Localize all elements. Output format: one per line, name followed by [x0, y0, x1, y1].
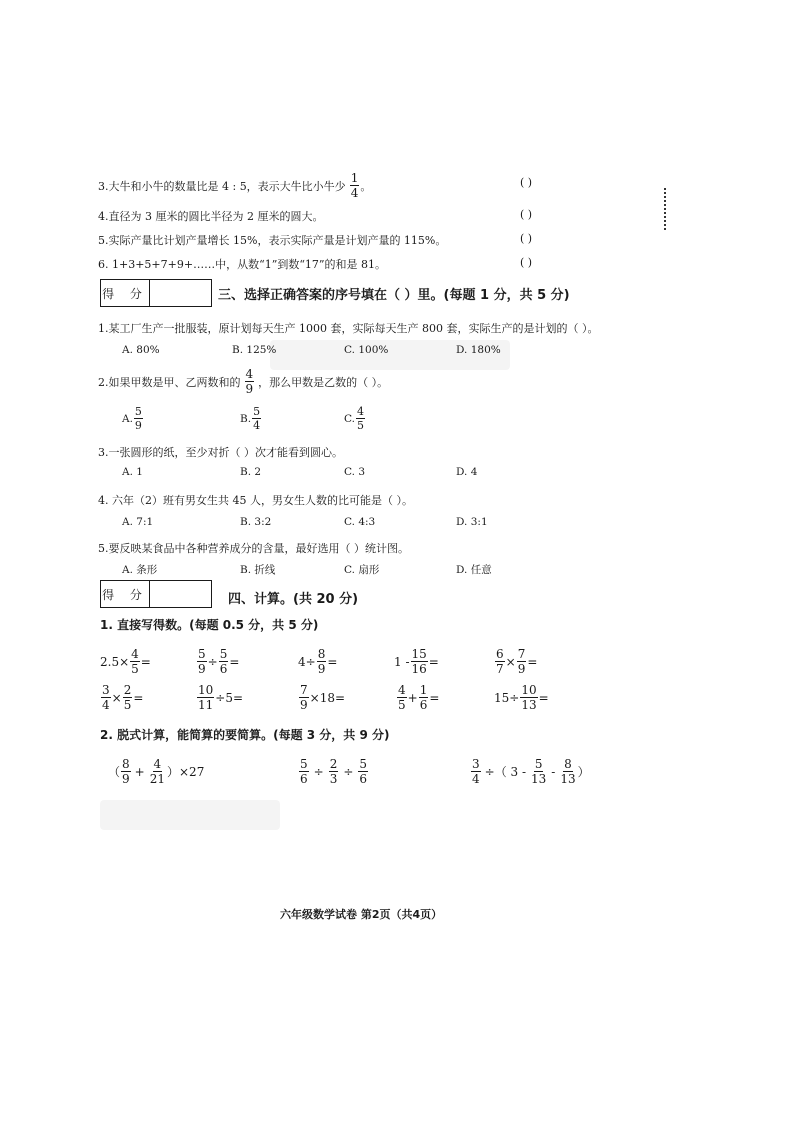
fraction: $\frac{4}{9}$: [245, 367, 254, 396]
margin-dotted-line: [664, 188, 667, 230]
calc-item[interactable]: 15÷ $\frac{10}{13}$ =: [494, 683, 549, 712]
option-b[interactable]: B. 125%: [232, 344, 277, 356]
answer-paren[interactable]: ( ): [520, 232, 533, 245]
option-a[interactable]: A. 80%: [122, 344, 160, 356]
option-a[interactable]: A. $\frac{5}{9}$: [122, 405, 142, 432]
score-label: 得 分: [101, 581, 150, 607]
calc-item[interactable]: 2.5× $\frac{4}{5}$ =: [100, 647, 151, 676]
option-a[interactable]: A. 7:1: [122, 516, 154, 528]
option-d[interactable]: D. 3:1: [456, 516, 488, 528]
calc-item[interactable]: $\frac{3}{4}$ × $\frac{2}{5}$ =: [102, 683, 144, 712]
judge-item-4: 4.直径为 3 厘米的圆比半径为 2 厘米的圆大。: [98, 210, 324, 223]
choice-q2: 2.如果甲数是甲、乙两数和的 $\frac{4}{9}$ ，那么甲数是乙数的（ ）。: [98, 367, 389, 396]
option-c[interactable]: C. 扇形: [344, 564, 380, 576]
option-d[interactable]: D. 任意: [456, 564, 492, 576]
answer-paren[interactable]: ( ): [520, 176, 533, 189]
score-box: [100, 580, 212, 608]
choice-q3: 3.一张圆形的纸，至少对折（ ）次才能看到圆心。: [98, 446, 343, 459]
score-field[interactable]: [150, 581, 211, 607]
option-a[interactable]: A. 条形: [122, 564, 158, 576]
section-3-title: 三、选择正确答案的序号填在（ ）里。(每题 1 分，共 5 分): [218, 288, 570, 303]
calc-item[interactable]: $\frac{4}{5}$ + $\frac{1}{6}$ =: [398, 683, 440, 712]
fraction: $\frac{1}{4}$: [350, 171, 359, 200]
option-c[interactable]: C. 4:3: [344, 516, 376, 528]
option-d[interactable]: D. 180%: [456, 344, 501, 356]
scan-noise: [100, 800, 280, 830]
option-c[interactable]: C. $\frac{4}{5}$: [344, 405, 364, 432]
answer-paren[interactable]: ( ): [520, 256, 533, 269]
score-field[interactable]: [150, 280, 211, 306]
calc-item[interactable]: $\frac{6}{7}$ × $\frac{7}{9}$ =: [496, 647, 538, 676]
judge-item-3: 3.大牛和小牛的数量比是 4 : 5，表示大牛比小牛少 $\frac{1}{4}$ 。: [98, 171, 372, 200]
choice-q1: 1.某工厂生产一批服装，原计划每天生产 1000 套，实际每天生产 800 套，实际生产的是计划的（ ）。: [98, 322, 599, 335]
answer-paren[interactable]: ( ): [520, 208, 533, 221]
judge-item-6: 6. 1+3+5+7+9+……中，从数“1”到数“17”的和是 81。: [98, 258, 387, 271]
subsection-2-title: 2. 脱式计算，能简算的要简算。(每题 3 分，共 9 分): [100, 728, 390, 742]
section-4-title: 四、计算。(共 20 分): [228, 592, 359, 607]
calc-item[interactable]: $\frac{10}{11}$ ÷5=: [198, 683, 244, 712]
calc-item[interactable]: 4÷ $\frac{8}{9}$ =: [298, 647, 338, 676]
judge-item-5: 5.实际产量比计划产量增长 15%，表示实际产量是计划产量的 115%。: [98, 234, 447, 247]
choice-q4: 4. 六年（2）班有男女生共 45 人，男女生人数的比可能是（ ）。: [98, 494, 413, 507]
expression-2[interactable]: $\frac{5}{6}$ ÷ $\frac{2}{3}$ ÷ $\frac{5}{6}$: [300, 757, 368, 786]
option-b[interactable]: B. 3:2: [240, 516, 272, 528]
expression-1[interactable]: （ $\frac{8}{9}$ + $\frac{4}{21}$ ）×27: [108, 757, 205, 786]
option-c[interactable]: C. 3: [344, 466, 366, 478]
page-footer: 六年级数学试卷 第2页（共4页）: [280, 908, 443, 921]
option-c[interactable]: C. 100%: [344, 344, 389, 356]
score-label: 得 分: [101, 280, 150, 306]
option-a[interactable]: A. 1: [122, 466, 143, 478]
calc-item[interactable]: $\frac{5}{9}$ ÷ $\frac{5}{6}$ =: [198, 647, 240, 676]
choice-q5: 5.要反映某食品中各种营养成分的含量，最好选用（ ）统计图。: [98, 542, 409, 555]
calc-item[interactable]: $\frac{7}{9}$ ×18=: [300, 683, 346, 712]
option-d[interactable]: D. 4: [456, 466, 478, 478]
score-box: [100, 279, 212, 307]
option-b[interactable]: B. 2: [240, 466, 262, 478]
option-b[interactable]: B. $\frac{5}{4}$: [240, 405, 261, 432]
expression-3[interactable]: $\frac{3}{4}$ ÷（ 3 - $\frac{5}{13}$ - $\frac{8}{13}$ ）: [472, 757, 590, 786]
calc-item[interactable]: 1 - $\frac{15}{16}$ =: [394, 647, 439, 676]
subsection-1-title: 1. 直接写得数。(每题 0.5 分，共 5 分): [100, 618, 319, 632]
option-b[interactable]: B. 折线: [240, 564, 276, 576]
